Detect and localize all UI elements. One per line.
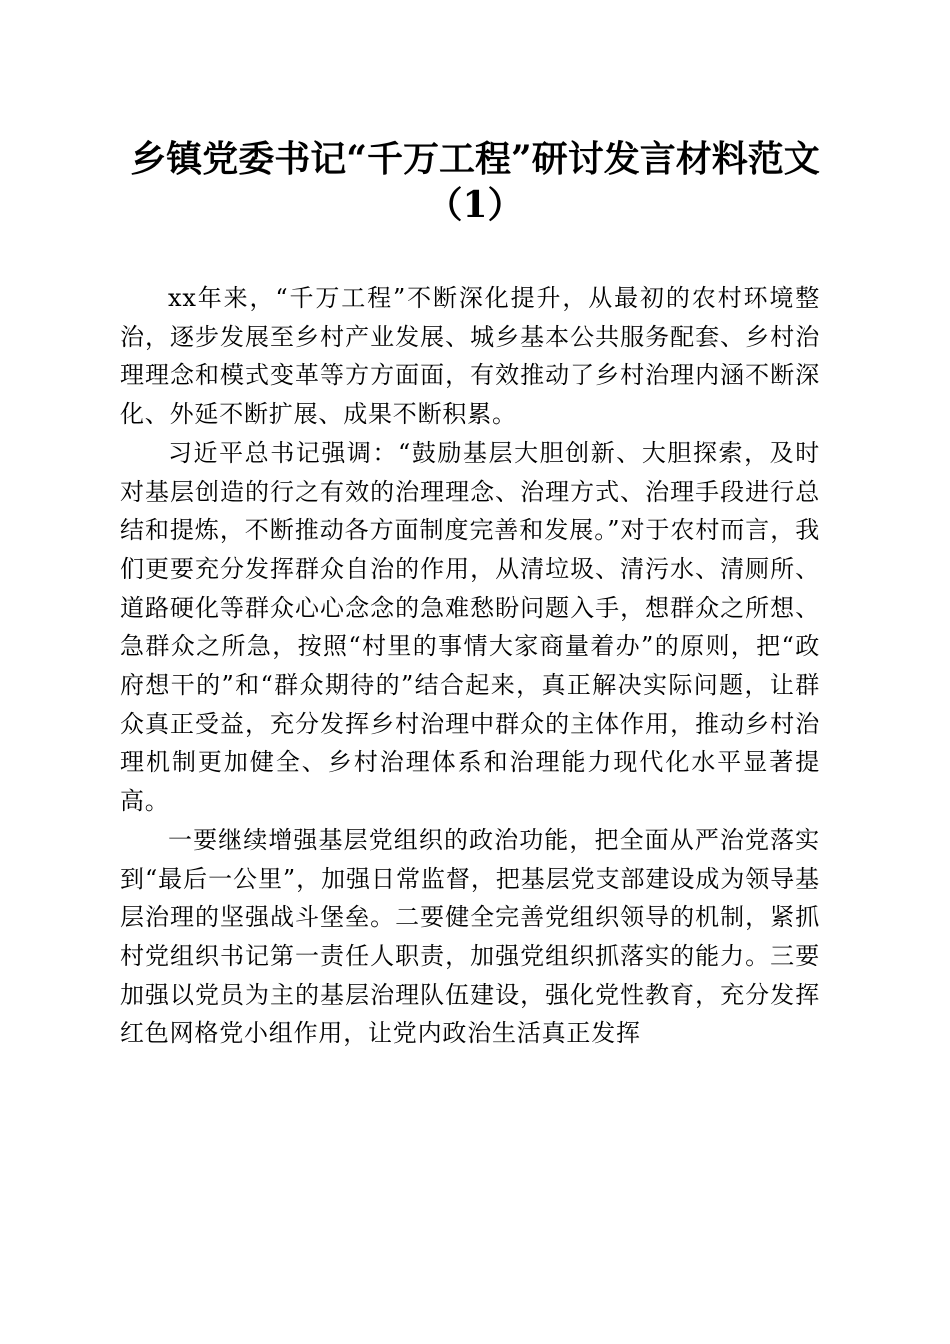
title-line-2: （1） bbox=[426, 184, 524, 226]
document-title bbox=[100, 136, 850, 228]
document-body bbox=[120, 279, 820, 1053]
paragraph-1: xx年来，“千万工程”不断深化提升，从最初的农村环境整治，逐步发展至乡村产业发展、城乡基本公共服务配套、乡村治理理念和模式变革等方方面面，有效推动了乡村治理内涵不断深化、外延不断扩展、成果不断积累。 bbox=[120, 284, 820, 429]
paragraph-3: 一要继续增强基层党组织的政治功能，把全面从严治党落实到“最后一公里”，加强日常监督，把基层党支部建设成为领导基层治理的坚强战斗堡垒。二要健全完善党组织领导的机制，紧抓村党组织书记第一责任人职责，加强党组织抓落实的能力。三要加强以党员为主的基层治理队伍建设，强化党性教育，充分发挥红色网格党小组作用，让党内政治生活真正发挥 bbox=[120, 825, 820, 1048]
title-line-1: 乡镇党委书记“千万工程”研讨发言材料范文 bbox=[130, 138, 820, 180]
paragraph-2: 习近平总书记强调：“鼓励基层大胆创新、大胆探索，及时对基层创造的行之有效的治理理念、治理方式、治理手段进行总结和提炼，不断推动各方面制度完善和发展。”对于农村而言，我们更要充分发挥群众自治的作用，从清垃圾、清污水、清厕所、道路硬化等群众心心念念的急难愁盼问题入手，想群众之所想、急群众之所急，按照“村里的事情大家商量着办”的原则，把“政府想干的”和“群众期待的”结合起来，真正解决实际问题，让群众真正受益，充分发挥乡村治理中群众的主体作用，推动乡村治理机制更加健全、乡村治理体系和治理能力现代化水平显著提高。 bbox=[120, 438, 820, 816]
